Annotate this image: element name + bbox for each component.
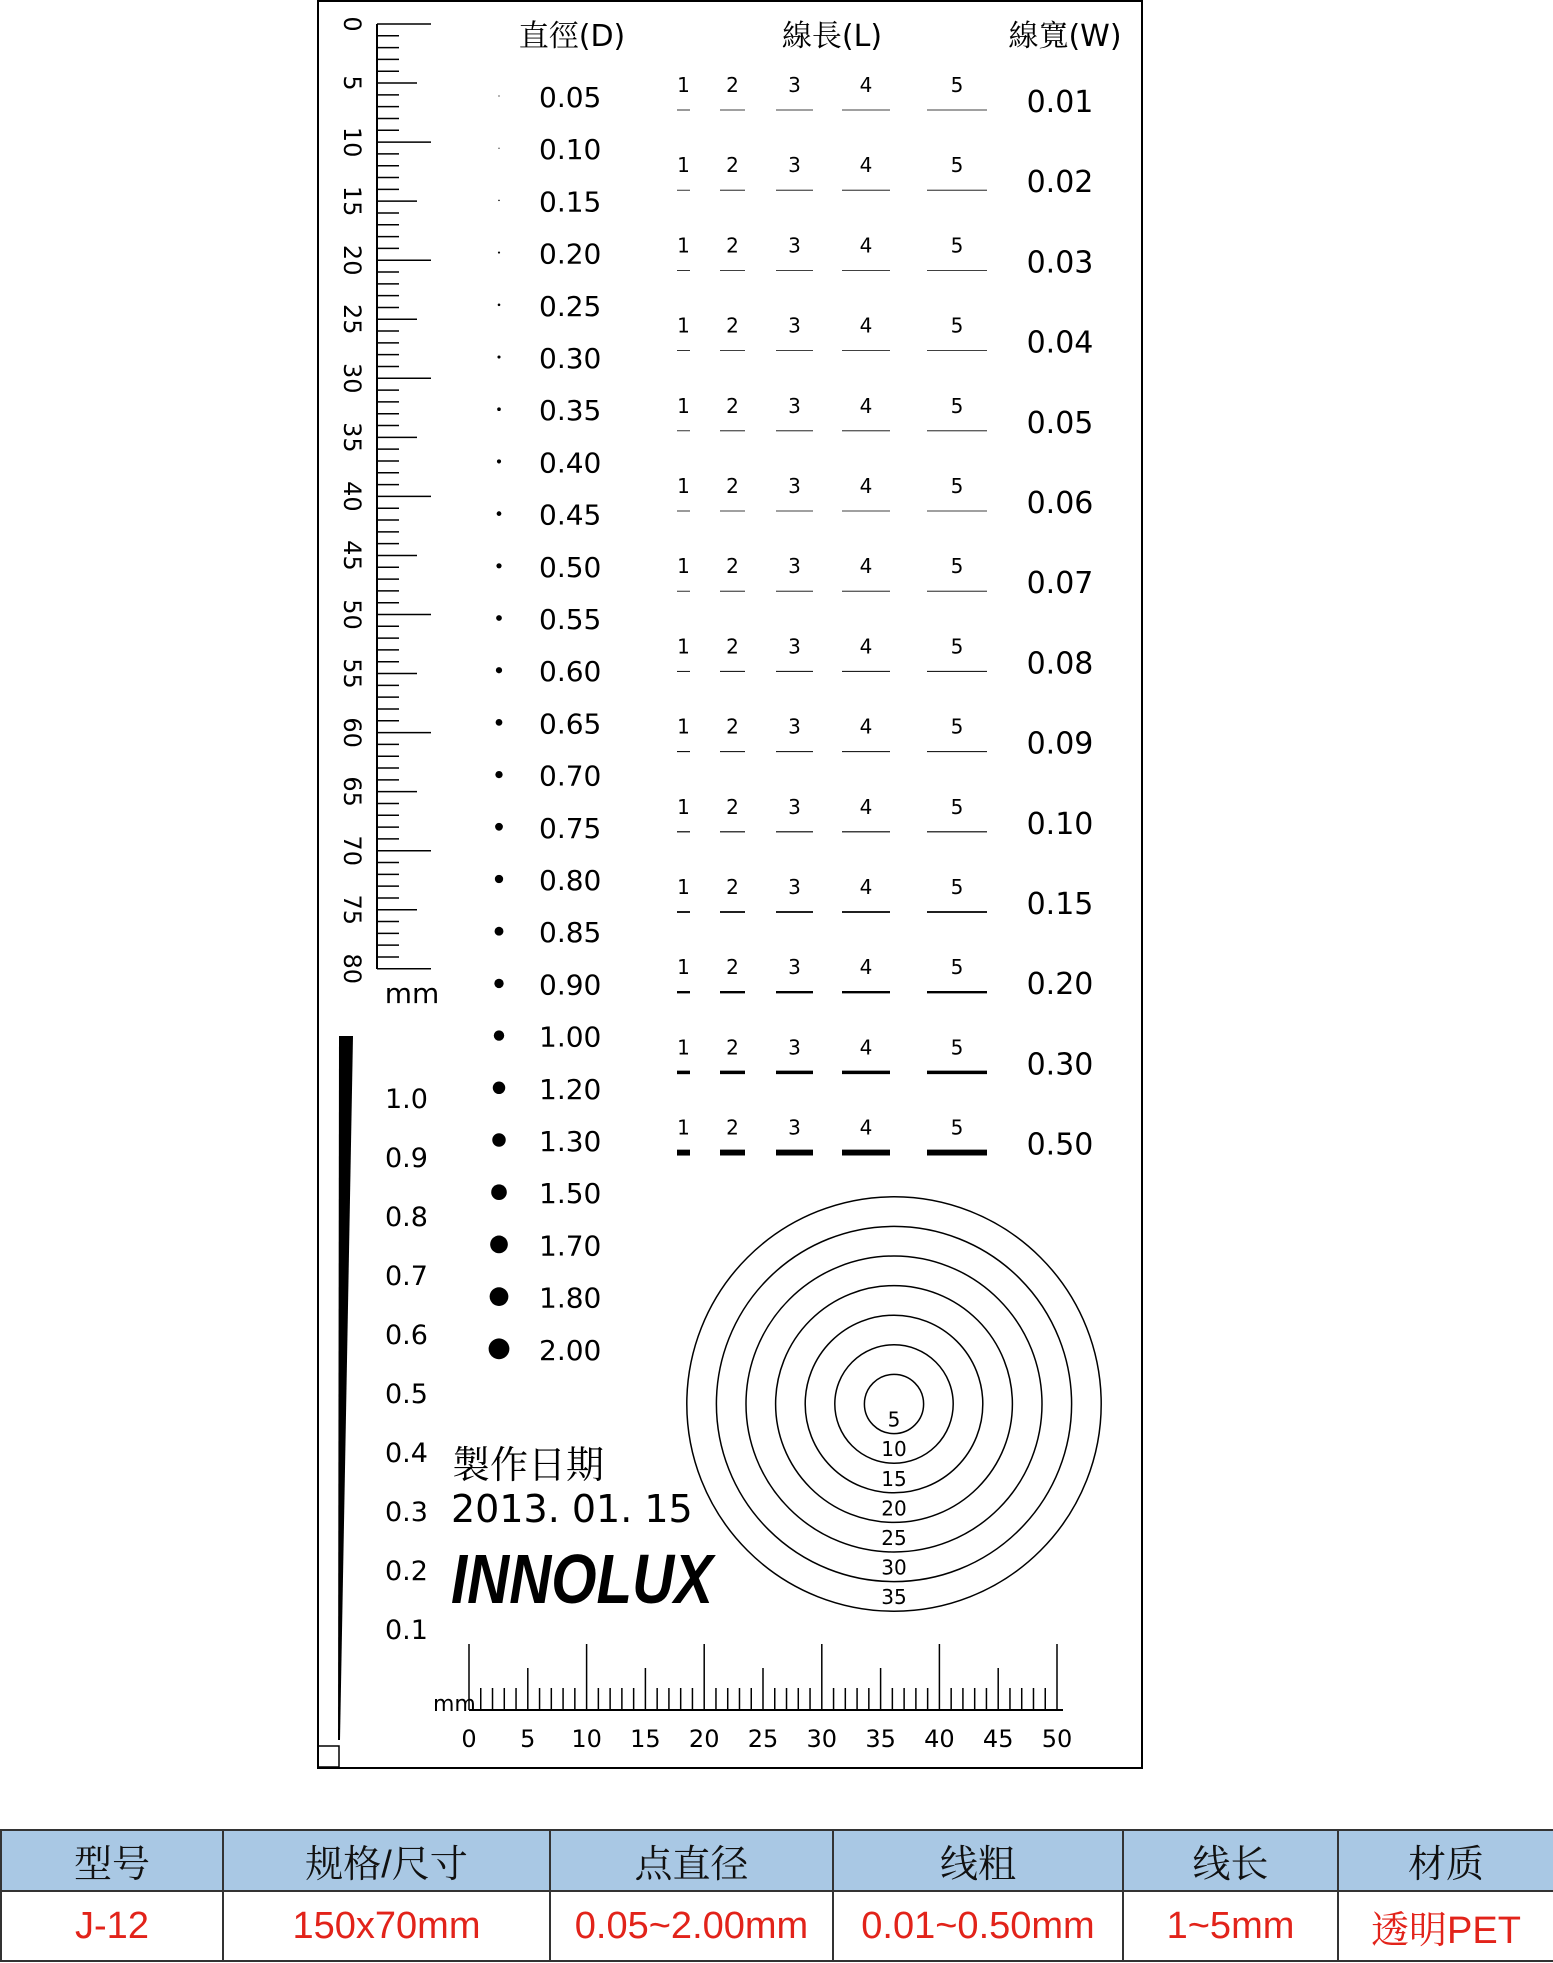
diameter-dot [495, 823, 503, 831]
diameter-value: 0.30 [539, 342, 602, 375]
diameter-value: 0.50 [539, 550, 602, 584]
wedge-gauge-label: 0.1 [385, 1615, 428, 1646]
diameter-value: 0.60 [539, 655, 602, 689]
diameter-dot [498, 304, 501, 307]
line-length-label: 2 [726, 794, 739, 819]
line-length-label: 3 [788, 875, 801, 899]
line-width-value: 0.10 [1026, 806, 1094, 842]
line-length-label: 1 [677, 554, 690, 579]
diameter-dot [495, 771, 502, 778]
diameter-value: 0.75 [539, 811, 602, 845]
line-length-label: 5 [950, 474, 964, 498]
diameter-dot [491, 1184, 507, 1200]
spec-header-dot-diameter: 点直径 [550, 1830, 833, 1891]
diameter-value: 1.70 [539, 1229, 602, 1263]
diameter-value: 0.05 [539, 81, 602, 114]
diameter-value: 1.50 [539, 1177, 602, 1211]
line-length-label: 4 [859, 1035, 873, 1060]
line-length-label: 2 [726, 153, 739, 178]
line-length-label: 3 [788, 393, 801, 418]
target-circle-label: 20 [881, 1496, 907, 1521]
line-length-label: 3 [788, 313, 801, 338]
line-length-label: 3 [788, 153, 801, 178]
line-length-label: 4 [859, 955, 873, 980]
line-length-label: 5 [950, 73, 964, 97]
line-length-label: 4 [859, 875, 873, 899]
spec-header-model: 型号 [1, 1830, 223, 1891]
diameter-value: 0.80 [539, 864, 602, 897]
target-circle-label: 30 [881, 1555, 907, 1580]
line-length-label: 1 [677, 313, 690, 338]
line-length-label: 5 [950, 955, 964, 980]
diameter-dot [496, 615, 502, 621]
target-circle-label: 15 [881, 1466, 907, 1491]
diameter-dot [493, 1082, 505, 1094]
line-length-label: 4 [859, 1115, 873, 1140]
spec-header-material: 材质 [1338, 1830, 1553, 1891]
spec-header-line-width: 线粗 [833, 1830, 1123, 1891]
diameter-dot [496, 563, 501, 568]
line-length-label: 3 [788, 554, 801, 579]
horizontal-ruler-label: 20 [688, 1725, 720, 1753]
vertical-ruler-label: 0 [338, 16, 366, 32]
wedge-gauge-label: 1.0 [385, 1084, 428, 1115]
line-length-label: 3 [788, 714, 801, 739]
vertical-ruler-label: 65 [338, 776, 366, 807]
vertical-ruler-label: 70 [338, 835, 366, 866]
line-length-label: 2 [726, 554, 739, 579]
line-width-header: 線寬(W) [1008, 19, 1122, 54]
line-length-label: 1 [677, 714, 690, 739]
diameter-dot [495, 927, 504, 936]
line-length-label: 2 [726, 233, 739, 258]
line-length-label: 1 [677, 634, 690, 659]
diameter-value: 0.90 [539, 968, 602, 1002]
diameter-value: 0.45 [539, 498, 602, 532]
diameter-value: 0.85 [539, 916, 602, 950]
target-circle-label: 35 [881, 1585, 907, 1610]
line-length-label: 1 [677, 1035, 690, 1060]
line-length-label: 1 [677, 474, 690, 498]
line-width-value: 0.05 [1026, 405, 1094, 441]
diameter-value: 1.20 [539, 1072, 602, 1106]
diameter-dot [490, 1287, 509, 1306]
line-length-label: 5 [950, 794, 964, 819]
wedge-gauge-label: 0.9 [385, 1143, 428, 1174]
line-length-label: 4 [859, 634, 873, 659]
line-length-label: 4 [859, 794, 873, 819]
line-length-label: 4 [859, 233, 873, 258]
line-length-label: 1 [677, 73, 690, 97]
line-length-label: 2 [726, 634, 739, 659]
line-length-label: 1 [677, 955, 690, 980]
horizontal-ruler-label: 5 [520, 1725, 536, 1753]
spec-header-size: 规格/尺寸 [223, 1830, 550, 1891]
diameter-dot [496, 667, 502, 673]
wedge-gauge-label: 0.2 [385, 1556, 428, 1587]
diameter-dot [498, 200, 500, 202]
innolux-logo: INNOLUX [451, 1540, 717, 1618]
diameter-dot [490, 1236, 508, 1254]
line-width-value: 0.20 [1026, 967, 1094, 1003]
vertical-ruler-label: 20 [338, 244, 366, 276]
line-length-label: 1 [677, 875, 690, 899]
vertical-ruler-label: 40 [338, 481, 366, 512]
spec-value-material: 透明PET [1338, 1891, 1553, 1961]
line-width-value: 0.09 [1026, 726, 1094, 762]
spec-value-dot-diameter: 0.05~2.00mm [550, 1891, 833, 1961]
horizontal-ruler-label: 30 [806, 1725, 838, 1753]
line-length-label: 4 [859, 393, 873, 418]
line-length-label: 2 [726, 313, 739, 338]
vertical-ruler-unit: mm [384, 977, 440, 1010]
line-width-value: 0.03 [1026, 245, 1094, 281]
line-width-value: 0.06 [1026, 486, 1094, 521]
line-length-label: 3 [788, 1115, 801, 1140]
line-length-label: 3 [788, 73, 801, 97]
line-length-label: 3 [788, 474, 801, 498]
wedge-gauge-label: 0.6 [385, 1320, 428, 1351]
diameter-dot [497, 355, 500, 358]
line-length-label: 5 [950, 313, 964, 338]
date-value: 2013. 01. 15 [451, 1487, 693, 1531]
target-circle-label: 5 [887, 1407, 901, 1432]
line-width-value: 0.02 [1026, 165, 1094, 201]
spec-value-row [1, 1891, 1553, 1961]
line-length-label: 1 [677, 794, 690, 819]
spec-header-line-length: 线长 [1123, 1830, 1338, 1891]
gauge-card-drawing [317, 0, 1143, 1769]
spec-table [0, 1829, 1553, 1962]
line-length-label: 5 [950, 153, 964, 178]
wedge-gauge-label: 0.3 [385, 1497, 428, 1528]
diameter-value: 1.00 [539, 1020, 602, 1054]
diameter-dot [495, 875, 503, 883]
horizontal-ruler-label: 15 [630, 1725, 661, 1753]
line-width-value: 0.30 [1026, 1047, 1094, 1083]
spec-header-row [1, 1830, 1553, 1891]
line-length-label: 3 [788, 634, 801, 659]
horizontal-ruler-unit: mm [433, 1692, 476, 1717]
wedge-gauge-label: 0.5 [385, 1379, 428, 1410]
line-length-label: 4 [859, 153, 873, 178]
diameter-value: 0.70 [539, 759, 602, 793]
line-length-label: 2 [726, 1115, 739, 1140]
diameter-dot [497, 459, 501, 463]
horizontal-ruler-label: 40 [924, 1725, 955, 1753]
line-length-label: 2 [726, 393, 739, 418]
diameter-value: 1.30 [539, 1125, 602, 1158]
line-length-label: 1 [677, 1115, 690, 1140]
line-length-label: 5 [950, 714, 964, 739]
line-length-label: 1 [677, 393, 690, 418]
diameter-value: 0.40 [539, 446, 602, 480]
horizontal-ruler-label: 50 [1041, 1725, 1073, 1753]
line-length-label: 3 [788, 794, 801, 819]
line-length-header: 線長(L) [781, 19, 883, 54]
diameter-value: 0.10 [539, 133, 602, 167]
diameter-dot [489, 1338, 510, 1359]
date-title: 製作日期 [452, 1443, 605, 1487]
spec-value-size: 150x70mm [223, 1891, 550, 1961]
vertical-ruler-label: 10 [338, 126, 366, 158]
line-length-label: 2 [726, 474, 739, 498]
diameter-dot [494, 979, 503, 988]
line-length-label: 4 [859, 714, 873, 739]
line-length-label: 3 [788, 955, 801, 980]
line-length-label: 1 [677, 153, 690, 178]
line-width-value: 0.15 [1026, 887, 1094, 922]
horizontal-ruler-label: 10 [571, 1725, 602, 1753]
diameter-dot [498, 252, 500, 254]
target-circle-label: 25 [881, 1526, 907, 1550]
horizontal-ruler-label: 35 [865, 1725, 896, 1753]
horizontal-ruler-label: 25 [747, 1725, 779, 1753]
diameter-value: 0.65 [539, 707, 602, 741]
spec-value-model: J-12 [1, 1891, 223, 1961]
vertical-ruler-label: 35 [338, 422, 366, 453]
diameter-dot [494, 1030, 504, 1040]
diameter-value: 0.35 [539, 394, 602, 428]
wedge-gauge-label: 0.4 [385, 1438, 428, 1469]
diameter-value: 0.15 [539, 185, 602, 219]
vertical-ruler-label: 75 [338, 894, 366, 926]
line-length-label: 2 [726, 1035, 739, 1060]
wedge-gauge-label: 0.7 [385, 1261, 428, 1292]
line-length-label: 5 [950, 1115, 964, 1140]
vertical-ruler-label: 5 [338, 75, 366, 91]
diameter-dot [498, 148, 499, 149]
spec-value-line-width: 0.01~0.50mm [833, 1891, 1123, 1961]
line-width-value: 0.01 [1026, 85, 1094, 120]
diameter-dot [497, 407, 501, 411]
vertical-ruler-label: 25 [338, 303, 366, 335]
line-length-label: 5 [950, 634, 964, 659]
diameter-value: 0.55 [539, 603, 602, 636]
line-length-label: 1 [677, 233, 690, 258]
diameter-value: 2.00 [539, 1333, 602, 1367]
line-length-label: 5 [950, 554, 964, 579]
line-length-label: 2 [726, 73, 739, 97]
diameter-dot [496, 719, 503, 726]
horizontal-ruler-label: 45 [982, 1725, 1014, 1753]
line-length-label: 5 [950, 393, 964, 418]
line-length-label: 3 [788, 233, 801, 258]
vertical-ruler-label: 55 [338, 658, 366, 689]
spec-value-line-length: 1~5mm [1123, 1891, 1338, 1961]
line-width-value: 0.08 [1026, 646, 1094, 682]
line-length-label: 2 [726, 714, 739, 739]
vertical-ruler-label: 50 [338, 599, 366, 630]
line-width-value: 0.07 [1026, 566, 1094, 602]
gauge-card [317, 0, 1143, 1769]
vertical-ruler-label: 45 [338, 540, 366, 571]
vertical-ruler-label: 15 [338, 185, 366, 217]
line-length-label: 2 [726, 875, 739, 899]
diameter-value: 1.80 [539, 1281, 602, 1315]
vertical-ruler-label: 60 [338, 717, 366, 748]
vertical-ruler-label: 80 [338, 953, 366, 985]
diameter-value: 0.25 [539, 289, 602, 323]
diameter-header: 直徑(D) [518, 19, 626, 54]
line-length-label: 5 [950, 875, 964, 899]
line-width-value: 0.04 [1026, 325, 1094, 361]
vertical-ruler-label: 30 [338, 363, 366, 394]
target-circle-label: 10 [881, 1437, 907, 1462]
line-length-label: 5 [950, 1035, 964, 1060]
diameter-dot [498, 95, 499, 96]
wedge-gauge-label: 0.8 [385, 1202, 428, 1233]
line-length-label: 4 [859, 313, 873, 338]
line-length-label: 2 [726, 955, 739, 980]
line-length-label: 5 [950, 233, 964, 258]
horizontal-ruler-label: 0 [461, 1725, 477, 1753]
line-length-label: 4 [859, 474, 873, 498]
diameter-dot [492, 1133, 506, 1147]
line-length-label: 3 [788, 1035, 801, 1060]
diameter-dot [497, 511, 502, 516]
diameter-value: 0.20 [539, 237, 602, 271]
line-width-value: 0.50 [1026, 1127, 1094, 1163]
line-length-label: 4 [859, 73, 873, 97]
line-length-label: 4 [859, 554, 873, 579]
